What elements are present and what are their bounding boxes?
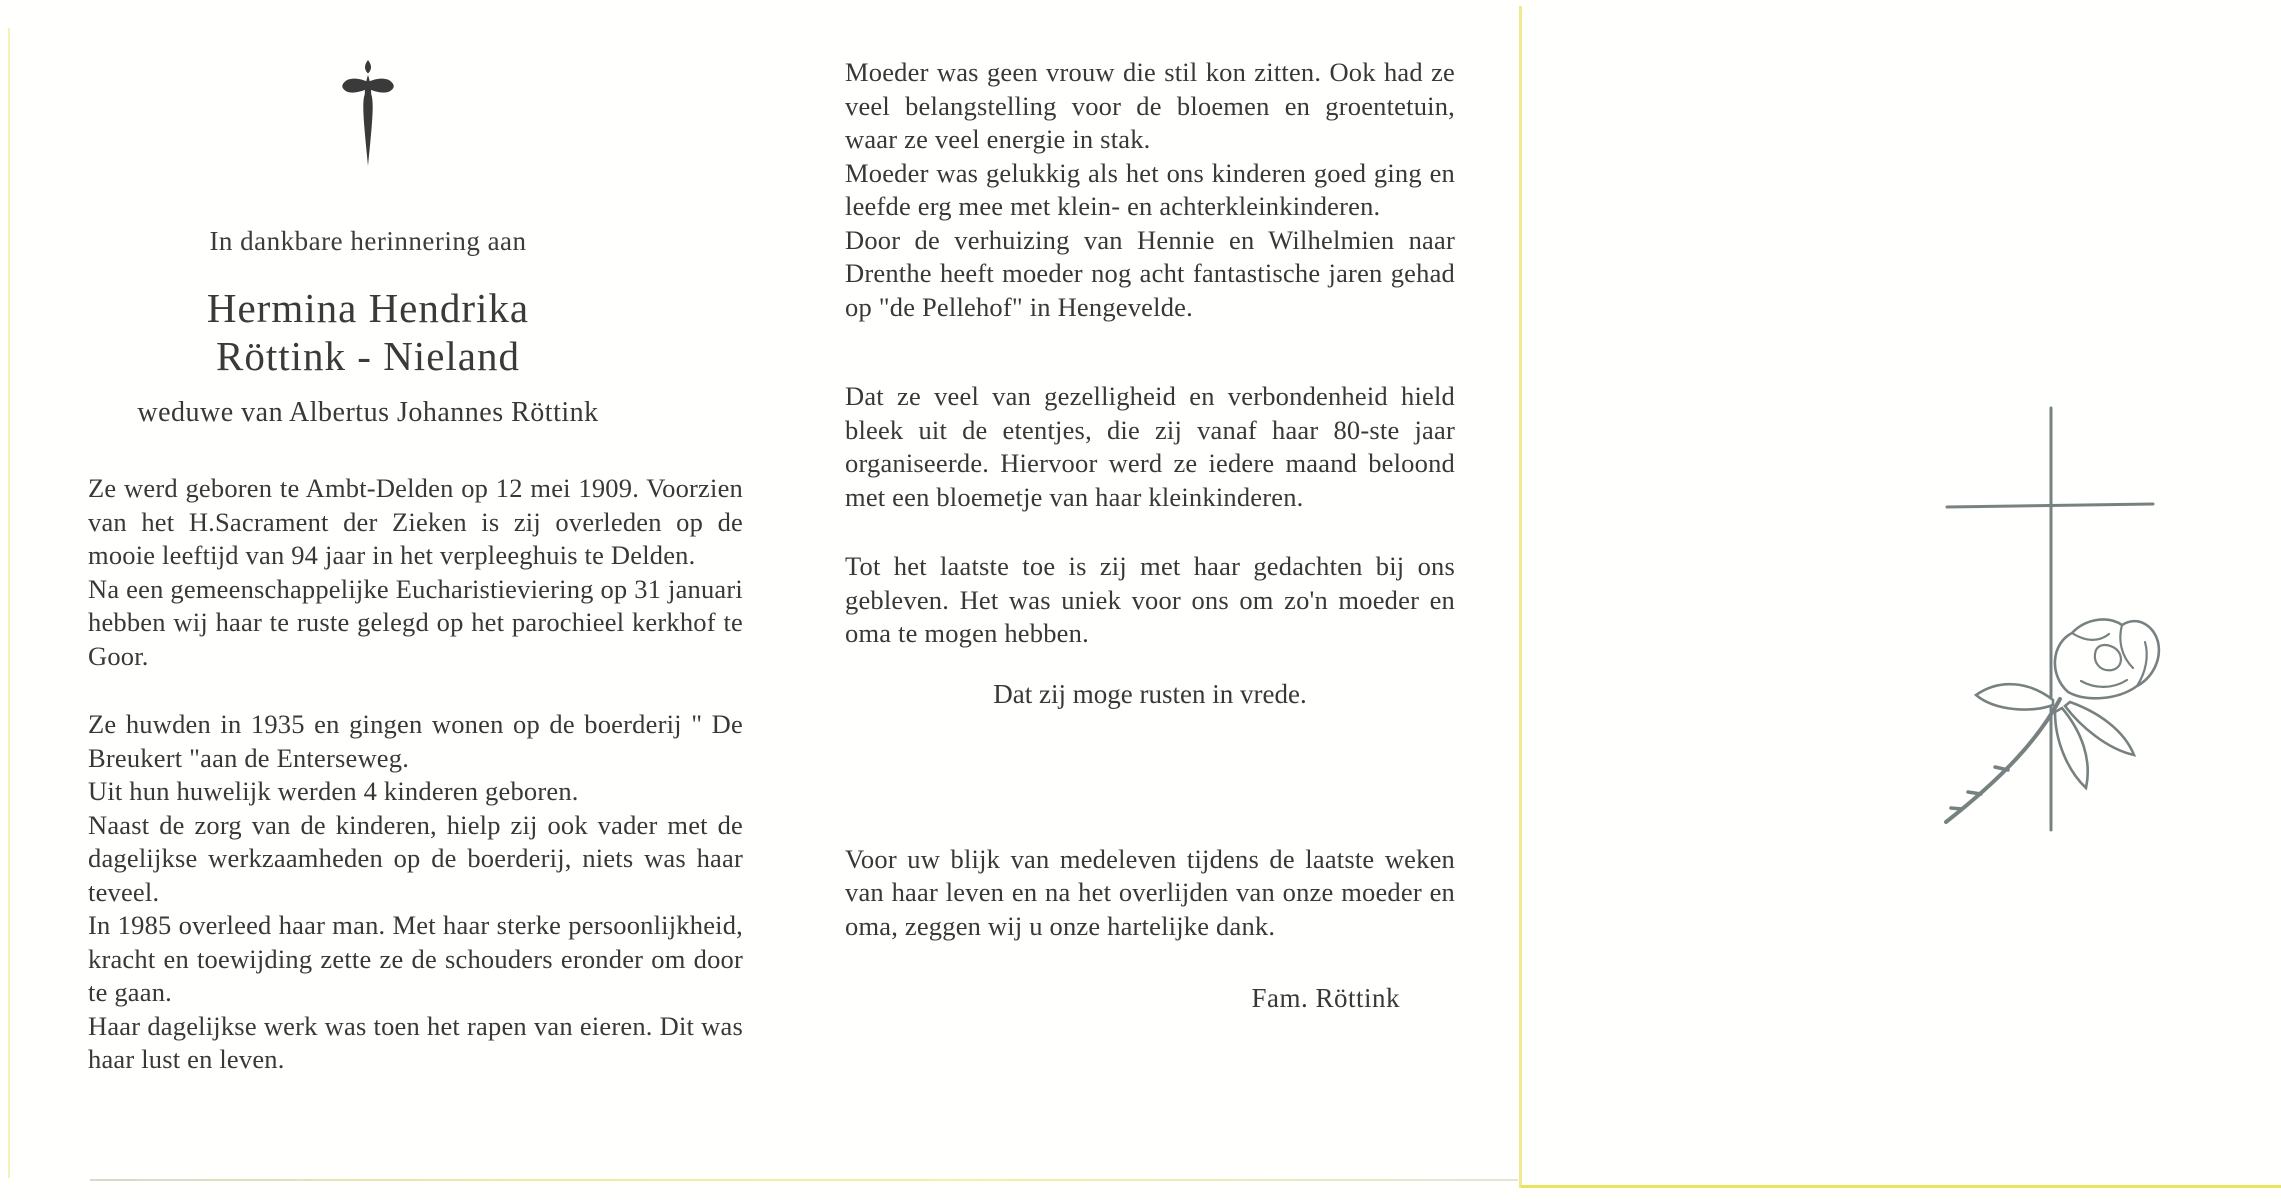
paragraph: Voor uw blijk van medeleven tijdens de laatste weken van haar leven en na het overlijden van onze moeder en oma, zeggen wij u onze hartelijke dank. [845, 843, 1455, 941]
paragraph: Door de verhuizing van Hennie en Wilhelmien naar Drenthe heeft moeder nog acht fantastische jaren gehad op "de Pellehof" in Hengevelde. [845, 224, 1455, 322]
heading-block [88, 58, 648, 430]
dagger-cross-icon [88, 58, 648, 170]
paragraph: Naast de zorg van de kinderen, hielp zij ook vader met de dagelijkse werkzaamheden op de boerderij, niets was haar teveel. [88, 809, 743, 907]
widow-line: weduwe van Albertus Johannes Röttink [137, 397, 599, 428]
intro-line: In dankbare herinnering aan [209, 226, 527, 256]
paragraph: Tot het laatste toe is zij met haar gedachten bij ons gebleven. Het was uniek voor ons om zo'n moeder en oma te mogen hebben. [845, 551, 1455, 648]
deceased-name-line2: Röttink - Nieland [216, 333, 520, 379]
scan-edge-line-bottom-left [90, 1179, 1518, 1181]
life-story-block-1 [88, 472, 743, 673]
back-cover-page [1522, 0, 2281, 1200]
memories-block-3 [845, 550, 1455, 651]
thanks-block [845, 843, 1455, 944]
paragraph: Ze huwden in 1935 en gingen wonen op de boerderij " De Breukert "aan de Enterseweg. [88, 709, 743, 773]
cross-and-rose-illustration [1850, 350, 2280, 955]
paragraph: Ze werd geboren te Ambt-Delden op 12 mei 1909. Voorzien van het H.Sacrament der Zieken is zij overleden op de mooie leeftijd van 94 jaar in het verpleeghuis te Delden. [88, 473, 743, 570]
paragraph: Dat ze veel van gezelligheid en verbondenheid hield bleek uit de etentjes, die zij vanaf haar 80-ste jaar organiseerde. Hiervoor werd ze iedere maand beloond met een bloemetje van haar kleinkinderen. [845, 381, 1455, 512]
memories-block-1 [845, 56, 1455, 324]
paragraph: Na een gemeenschappelijke Eucharistieviering op 31 januari hebben wij haar te ruste gelegd op het parochieel kerkhof te Goor. [88, 573, 743, 671]
family-signature: Fam. Röttink [1251, 983, 1400, 1013]
life-story-block-2 [88, 708, 743, 1077]
paragraph: Haar dagelijkse werk was toen het rapen van eieren. Dit was haar lust en leven. [88, 1010, 743, 1074]
left-page [88, 0, 743, 1077]
middle-page [845, 0, 1455, 1015]
scan-edge-line-left [8, 28, 10, 1178]
paragraph: In 1985 overleed haar man. Met haar sterke persoonlijkheid, kracht en toewijding zette ze de schouders eronder om door te gaan. [88, 910, 743, 1007]
memories-block-2 [845, 380, 1455, 514]
rest-in-peace-line: Dat zij moge rusten in vrede. [993, 678, 1307, 709]
paragraph: Moeder was gelukkig als het ons kinderen goed ging en leefde erg mee met klein- en achterkleinkinderen. [845, 157, 1455, 221]
deceased-name-line1: Hermina Hendrika [206, 285, 530, 331]
paragraph: Moeder was geen vrouw die stil kon zitten. Ook had ze veel belangstelling voor de bloemen en groentetuin, waar ze veel energie in stak. [845, 57, 1455, 154]
paragraph: Uit hun huwelijk werden 4 kinderen geboren. [88, 776, 579, 806]
